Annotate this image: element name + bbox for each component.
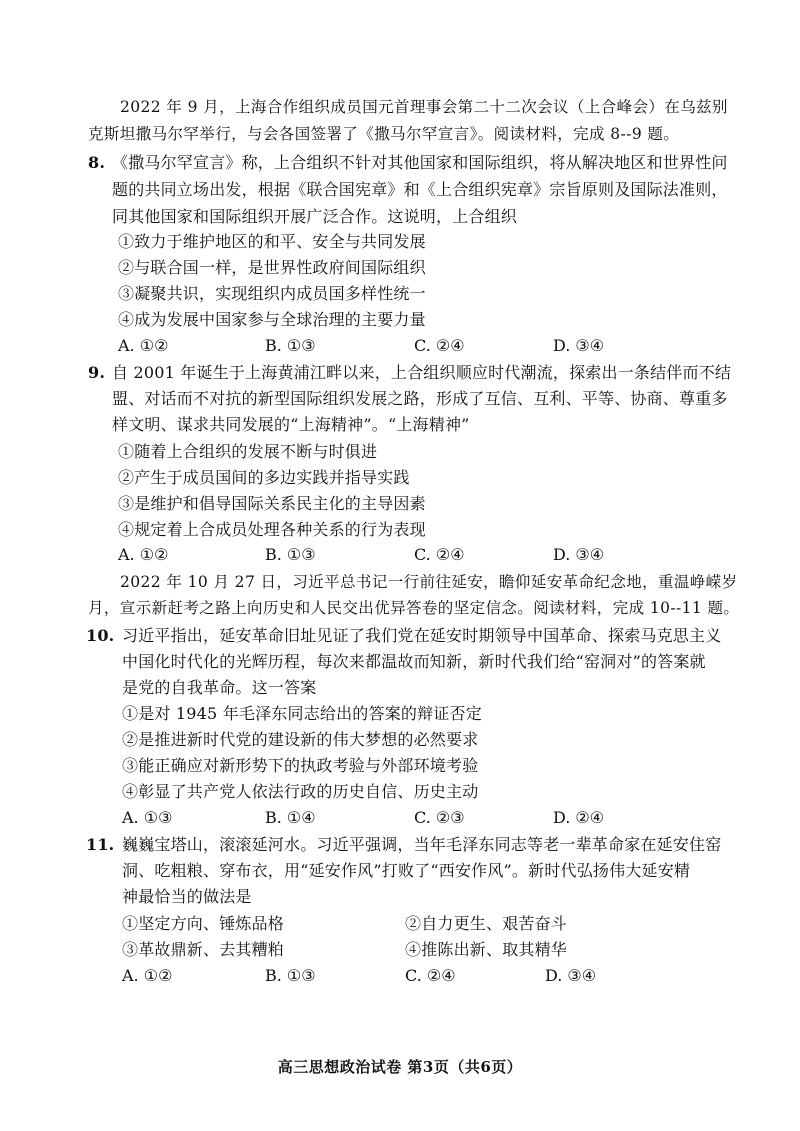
q8-item-4: ④成为发展中国家参与全球治理的主要力量 [118, 310, 426, 329]
q8-choice-c[interactable]: C. ②④ [414, 336, 465, 355]
q10-choice-c[interactable]: C. ②③ [414, 808, 465, 827]
q9-item-2: ②产生于成员国间的多边实践并指导实践 [118, 468, 410, 487]
q10-choice-b[interactable]: B. ①④ [265, 808, 316, 827]
q9-item-4: ④规定着上合成员处理各种关系的行为表现 [118, 520, 426, 539]
q10-choice-a[interactable]: A. ①③ [122, 808, 173, 827]
intro2-line1: 2022 年 10 月 27 日，习近平总书记一行前往延安，瞻仰延安革命纪念地，重温峥嵘岁 [120, 573, 738, 591]
q9-item-1: ①随着上合组织的发展不断与时俱进 [118, 442, 378, 461]
q11-choice-a[interactable]: A. ①② [122, 966, 173, 985]
q8-number: 8. [88, 153, 106, 172]
q9-item-3: ③是维护和倡导国际关系民主化的主导因素 [118, 494, 426, 513]
q8-item-3: ③凝聚共识，实现组织内成员国多样性统一 [118, 284, 426, 303]
q11-stem-line2: 洞、吃粗粮、穿布衣，用“延安作风”打败了“西安作风”。新时代弘扬伟大延安精 [122, 861, 691, 880]
intro2-line2: 月，宣示新赶考之路上向历史和人民交出优异答卷的坚定信念。阅读材料，完成 10--11 题。 [88, 599, 740, 617]
q11-choice-b[interactable]: B. ①③ [265, 966, 316, 985]
intro1-line1: 2022 年 9 月，上海合作组织成员国元首理事会第二十二次会议（上合峰会）在乌兹别 [120, 98, 728, 116]
q9-stem-line3: 样文明、谋求共同发展的“上海精神”。“上海精神” [112, 415, 470, 434]
q8-item-1: ①致力于维护地区的和平、安全与共同发展 [118, 232, 426, 251]
q8-choice-d[interactable]: D. ③④ [553, 336, 605, 355]
q9-stem-line2: 盟、对话而不对抗的新型国际组织发展之路，形成了互信、互利、平等、协商、尊重多 [112, 389, 728, 408]
q10-stem-line3: 是党的自我革命。这一答案 [122, 678, 317, 697]
q11-choice-d[interactable]: D. ③④ [545, 966, 597, 985]
q11-stem-line1: 巍巍宝塔山，滚滚延河水。习近平强调，当年毛泽东同志等老一辈革命家在延安住窑 [122, 835, 722, 854]
q10-stem-line1: 习近平指出，延安革命旧址见证了我们党在延安时期领导中国革命、探索马克思主义 [122, 626, 722, 645]
q9-number: 9. [88, 363, 106, 382]
q10-stem-line2: 中国化时代化的光辉历程，每次来都温故而知新，新时代我们给“窑洞对”的答案就 [122, 652, 706, 671]
q11-number: 11. [86, 835, 115, 854]
q10-number: 10. [86, 626, 115, 645]
intro1-line2: 克斯坦撒马尔罕举行，与会各国签署了《撒马尔罕宣言》。阅读材料，完成 8--9 题。 [88, 125, 680, 143]
q8-stem-line3: 同其他国家和国际组织开展广泛合作。这说明，上合组织 [112, 207, 518, 226]
q11-item-3: ③革故鼎新、去其糟粕 [122, 940, 285, 959]
q11-stem-line3: 神最恰当的做法是 [122, 887, 252, 906]
q9-choice-a[interactable]: A. ①② [118, 545, 169, 564]
q8-stem-line2: 题的共同立场出发，根据《联合国宪章》和《上合组织宪章》宗旨原则及国际法准则， [112, 180, 728, 199]
q8-choice-b[interactable]: B. ①③ [265, 336, 316, 355]
q11-item-1: ①坚定方向、锤炼品格 [122, 914, 285, 933]
q9-choice-b[interactable]: B. ①③ [265, 545, 316, 564]
q10-item-3: ③能正确应对新形势下的执政考验与外部环境考验 [122, 756, 479, 775]
q10-choice-d[interactable]: D. ②④ [553, 808, 605, 827]
q8-stem-line1: 《撒马尔罕宣言》称，上合组织不针对其他国家和国际组织，将从解决地区和世界性问 [112, 153, 728, 172]
q8-choice-a[interactable]: A. ①② [118, 336, 169, 355]
q11-item-2: ②自力更生、艰苦奋斗 [405, 914, 568, 933]
q8-item-2: ②与联合国一样，是世界性政府间国际组织 [118, 258, 426, 277]
q9-stem-line1: 自 2001 年诞生于上海黄浦江畔以来，上合组织顺应时代潮流，探索出一条结伴而不结 [112, 363, 732, 382]
q10-item-1: ①是对 1945 年毛泽东同志给出的答案的辩证否定 [122, 704, 482, 723]
q9-choice-d[interactable]: D. ③④ [553, 545, 605, 564]
q11-choice-c[interactable]: C. ②④ [405, 966, 456, 985]
q10-item-4: ④彰显了共产党人依法行政的历史自信、历史主动 [122, 782, 479, 801]
q11-item-4: ④推陈出新、取其精华 [405, 940, 568, 959]
q10-item-2: ②是推进新时代党的建设新的伟大梦想的必然要求 [122, 730, 479, 749]
page-footer: 高三思想政治试卷 第3页（共6页） [277, 1058, 523, 1076]
q9-choice-c[interactable]: C. ②④ [414, 545, 465, 564]
